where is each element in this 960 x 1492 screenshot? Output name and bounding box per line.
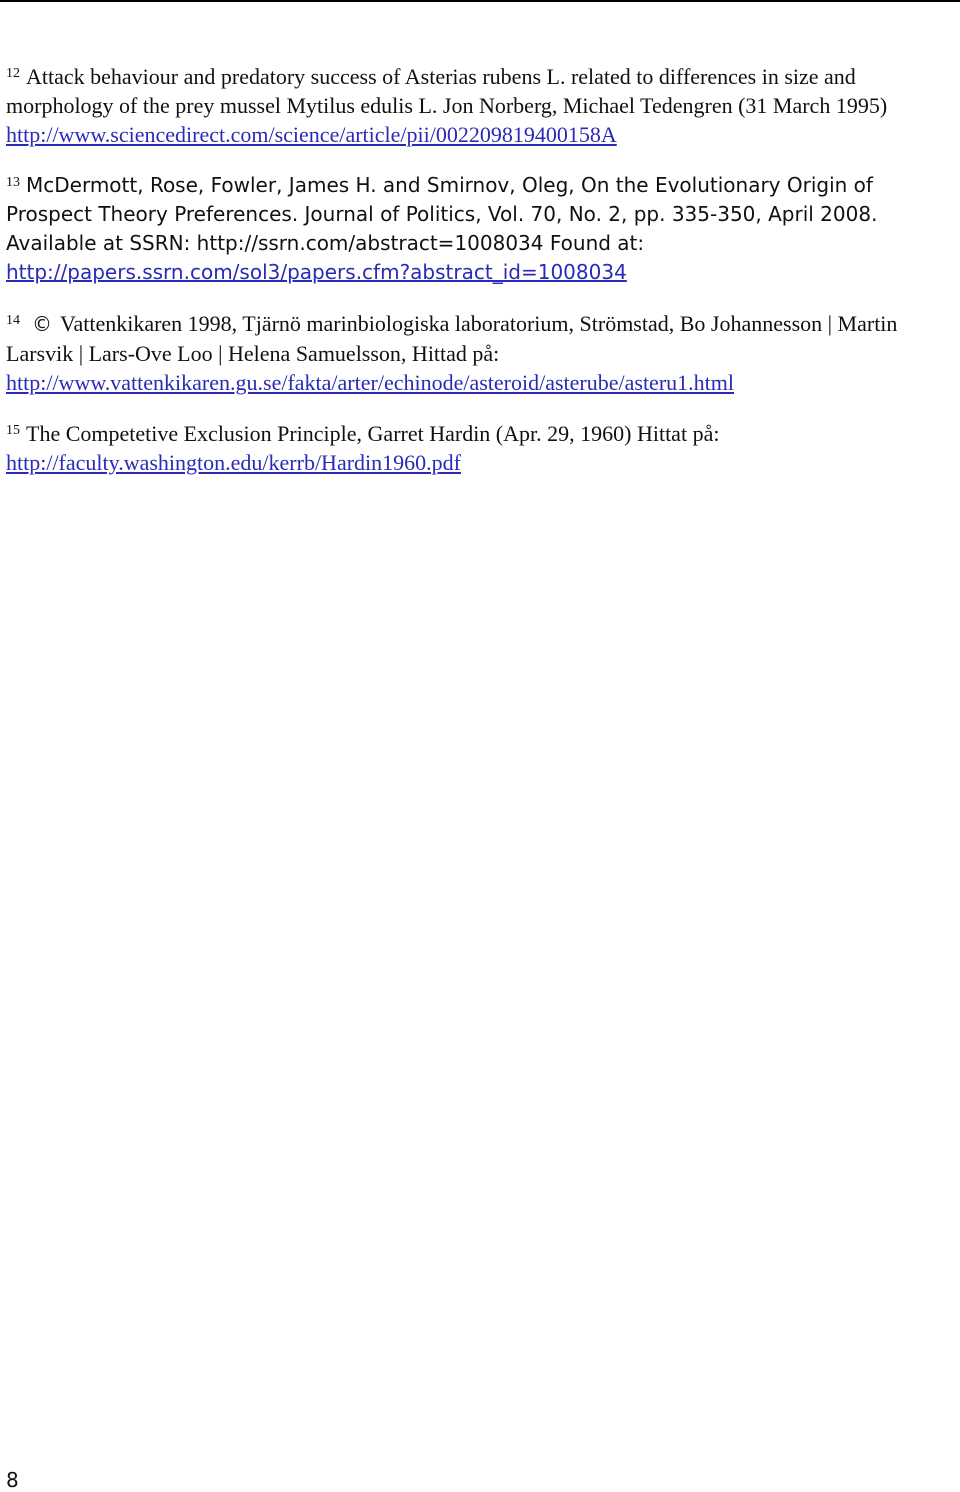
page-number: 8	[6, 1468, 19, 1492]
footnote-15	[6, 419, 954, 477]
footnote-text: McDermott, Rose, Fowler, James H. and Smirnov, Oleg, On the Evolutionary Origin of Prospect Theory Preferences. Journal of Politics, Vol. 70, No. 2, pp. 335-350, April 2008. Available at SSRN: http://ssrn.com/abstract=1008034 Found at:	[6, 173, 878, 255]
footnote-number: 14	[6, 313, 20, 328]
footnotes-list	[6, 62, 954, 499]
footnote-link[interactable]: http://papers.ssrn.com/sol3/papers.cfm?abstract_id=1008034	[6, 260, 627, 284]
footnote-12	[6, 62, 954, 149]
footnote-link[interactable]: http://www.vattenkikaren.gu.se/fakta/arter/echinode/asteroid/asterube/asteru1.html	[6, 370, 734, 395]
footnote-text: Attack behaviour and predatory success of Asterias rubens L. related to differences in size and morphology of the prey mussel Mytilus edulis L. Jon Norberg, Michael Tedengren (31 March 1995)	[6, 64, 888, 118]
footnote-text: The Competetive Exclusion Principle, Garret Hardin (Apr. 29, 1960) Hittat på:	[26, 421, 720, 446]
footnote-13	[6, 171, 954, 287]
footnote-link[interactable]: http://www.sciencedirect.com/science/article/pii/002209819400158A	[6, 122, 617, 147]
footnote-14	[6, 309, 954, 397]
top-rule	[0, 0, 960, 2]
footnote-number: 12	[6, 66, 20, 81]
footnote-number: 13	[6, 175, 20, 190]
footnote-number: 15	[6, 423, 20, 438]
copyright-icon: ©	[32, 312, 52, 336]
footnote-link[interactable]: http://faculty.washington.edu/kerrb/Hardin1960.pdf	[6, 450, 461, 475]
footnote-text: Vattenkikaren 1998, Tjärnö marinbiologiska laboratorium, Strömstad, Bo Johannesson | Martin Larsvik | Lars-Ove Loo | Helena Samuelsson, Hittad på:	[6, 311, 898, 366]
